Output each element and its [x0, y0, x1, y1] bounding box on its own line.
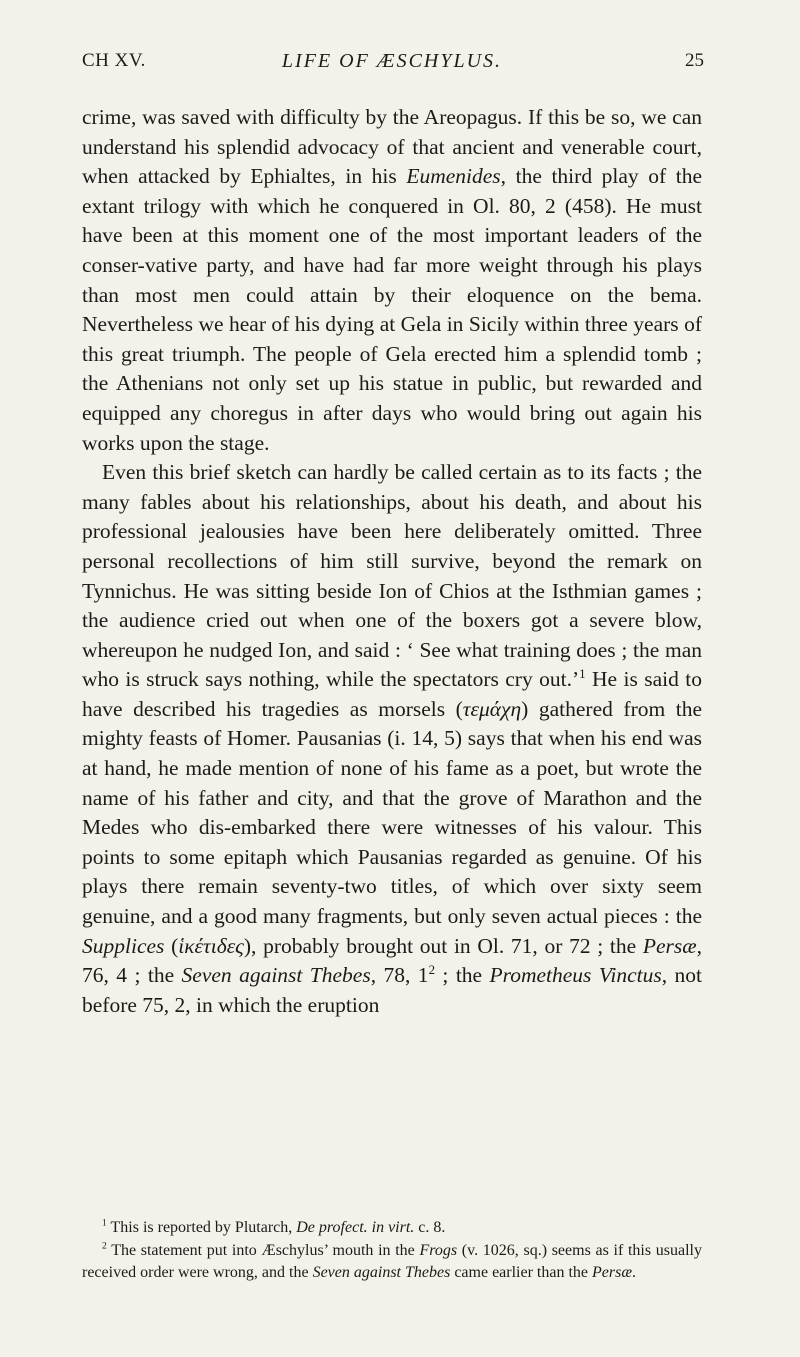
- footnote-2: $^2$ The statement put into Æschylus’ mouth in the Frogs (v. 1026, sq.) seems as if this usually received order were wrong, and the Seven against Thebes came earlier than the Persæ.: [82, 1240, 702, 1281]
- footnote-ref-1: 1: [579, 667, 586, 682]
- paragraph-1: crime, was saved with difficulty by the Areopagus. If this be so, we can understand his splendid advocacy of that ancient and venerable court, when attacked by Ephialtes, in his Eumenides, the third play of the extant trilogy with which he conquered in Ol. 80, 2 (458). He must have been at this moment one of the most important leaders of the conser-vative party, and have had far more weight through his plays than most men could attain by their eloquence on the bema. Nevertheless we hear of his dying at Gela in Sicily within three years of this great triumph. The people of Gela erected him a splendid tomb ; the Athenians not only set up his statue in public, but rewarded and equipped any choregus in after days who would bring out again his works upon the stage.: [82, 105, 702, 455]
- main-text: [82, 103, 702, 1020]
- running-header: [82, 50, 702, 80]
- footnotes: [82, 1217, 702, 1285]
- chapter-label: CH XV.: [82, 50, 146, 71]
- footnote-1: $^1$ This is reported by Plutarch, De profect. in virt. c. 8.: [102, 1217, 446, 1236]
- paragraph-2: Even this brief sketch can hardly be called certain as to its facts ; the many fables about his relationships, about his death, and about his professional jealousies have been here deliberately omitted. Three personal recollections of him still survive, beyond the remark on Tynnichus. He was sitting beside Ion of Chios at the Isthmian games ; the audience cried out when one of the boxers got a severe blow, whereupon he nudged Ion, and said : ‘ See what training does ; the man who is struck says nothing, while the spectators cry out.’$^1$ He is said to have described his tragedies as morsels (τεμάχη) gathered from the mighty feasts of Homer. Pausanias (i. 14, 5) says that when his end was at hand, he made mention of none of his fame as a poet, but wrote the name of his father and city, and that the grove of Marathon and the Medes who dis-embarked there were witnesses of his valour. This points to some epitaph which Pausanias regarded as genuine. Of his plays there remain seventy-two titles, of which over sixty seem genuine, and a good many fragments, but only seven actual pieces : the Supplices (ἱκέτιδες), probably brought out in Ol. 71, or 72 ; the Persæ, 76, 4 ; the Seven against Thebes, 78, $1^2$ ; the Prometheus Vinctus, not before 75, 2, in which the eruption: [82, 460, 702, 1017]
- greek-term-temache: τεμάχη: [462, 696, 522, 721]
- work-title-supplices: Supplices: [82, 933, 165, 958]
- work-title-prometheus-vinctus: Prometheus Vinctus: [489, 963, 662, 988]
- running-title: LIFE OF ÆSCHYLUS.: [281, 50, 503, 72]
- work-title-eumenides: Eumenides: [406, 164, 501, 189]
- work-title-persae: Persæ: [642, 933, 697, 958]
- footnote-ref-2: 2: [428, 963, 436, 978]
- work-title-seven-against-thebes: Seven against Thebes: [181, 963, 371, 988]
- greek-term-iketides: ἱκέτιδες: [178, 933, 244, 958]
- page-number: 25: [685, 50, 704, 71]
